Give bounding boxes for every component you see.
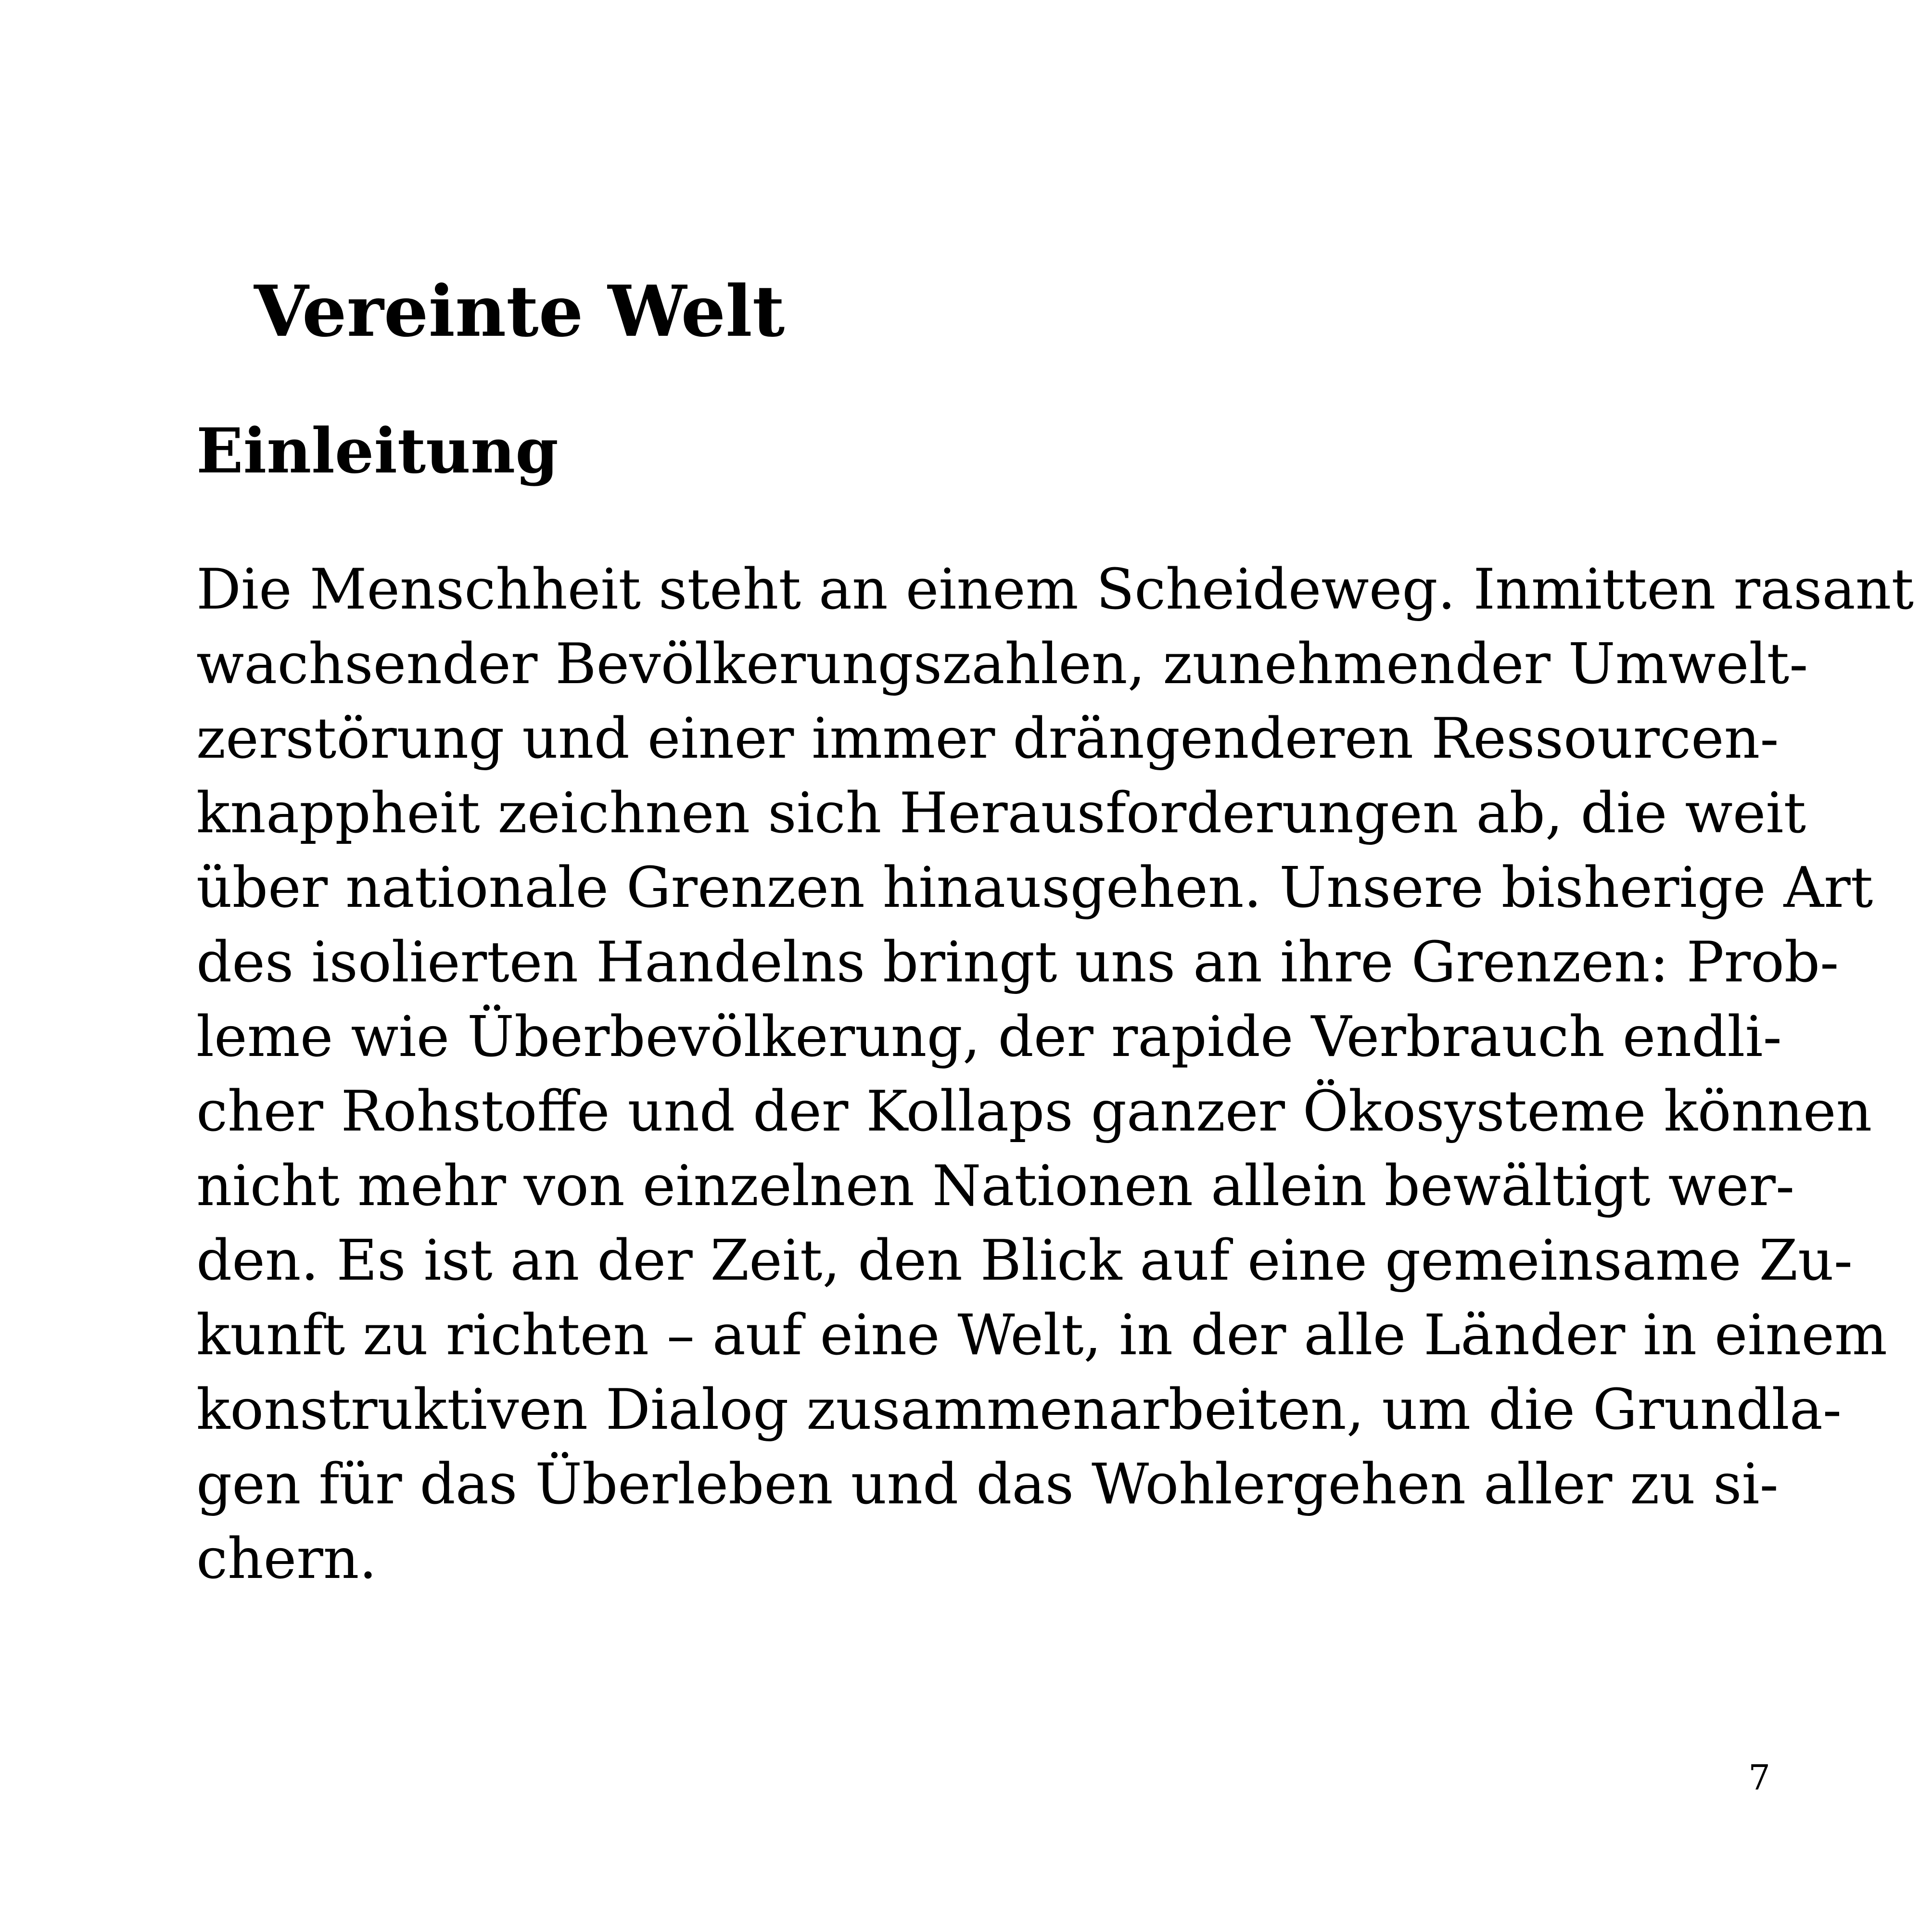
body-line: knappheit zeichnen sich Herausforderungen ab, die weit: [196, 781, 1806, 846]
page-number: 7: [1748, 1757, 1770, 1798]
page-title: Vereinte Welt: [254, 270, 785, 353]
body-line: den. Es ist an der Zeit, den Blick auf eine gemeinsame Zu-: [196, 1228, 1853, 1293]
body-line: zerstörung und einer immer drängenderen Ressourcen-: [196, 706, 1779, 771]
body-line: über nationale Grenzen hinausgehen. Unsere bisherige Art: [196, 855, 1873, 920]
body-line: Die Menschheit steht an einem Scheideweg. Inmitten rasant: [196, 557, 1914, 622]
body-line: chern.: [196, 1526, 377, 1591]
body-line: kunft zu richten – auf eine Welt, in der alle Länder in einem: [196, 1303, 1888, 1368]
body-paragraph: [196, 552, 1914, 1596]
body-line: leme wie Überbevölkerung, der rapide Verbrauch endli-: [196, 1004, 1782, 1069]
body-line: konstruktiven Dialog zusammenarbeiten, um die Grundla-: [196, 1377, 1842, 1442]
body-line: wachsender Bevölkerungszahlen, zunehmender Umwelt-: [196, 632, 1808, 697]
body-line: nicht mehr von einzelnen Nationen allein bewältigt wer-: [196, 1154, 1795, 1219]
body-line: cher Rohstoffe und der Kollaps ganzer Ökosysteme können: [196, 1079, 1872, 1144]
section-heading: Einleitung: [196, 415, 559, 487]
body-line: des isolierten Handelns bringt uns an ihre Grenzen: Prob-: [196, 930, 1839, 995]
body-line: gen für das Überleben und das Wohlergehen aller zu si-: [196, 1452, 1779, 1517]
